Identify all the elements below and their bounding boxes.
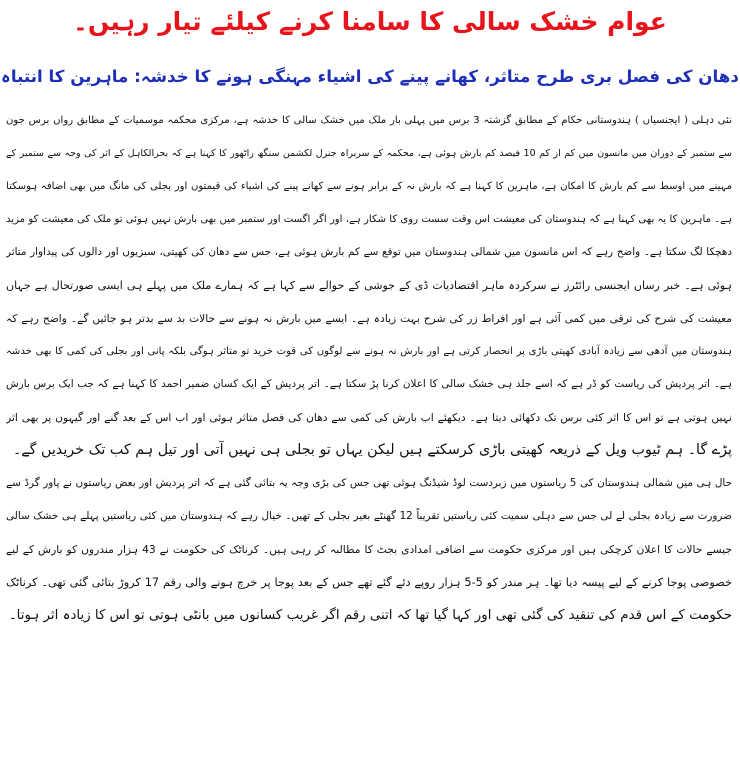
article-paragraph-2 <box>6 467 732 632</box>
paragraph-line: حال ہی میں شمالی ہندوستان کی 5 ریاستوں میں زبردست لوڈ شیڈنگ ہوئی تھی جس کی بڑی وجہ یہ بتائی گئی ہے کہ اتر پردیش اور بعض ریاستوں نے پاور گرڈ سے <box>6 477 732 489</box>
paragraph-line: مہینے میں اوسط سے کم بارش کا امکان ہے، ماہرین کا کہنا ہے کہ بارش نہ کے برابر ہونے سے کھانے پینے کی اشیاء کی قیمتوں اور بجلی کی مانگ میں بھی اضافہ ہوسکتا <box>6 181 732 192</box>
paragraph-line: خصوصی پوجا کرنے کے لیے پیسہ دیا تھا۔ ہر مندر کو 5-5 ہزار روپے دئے گئے تھے جس کے بعد پوجا پر خرچ ہونے والی رقم 17 کروڑ بتائی گئی تھی۔ کرناٹک <box>6 576 732 589</box>
paragraph-line: سے ستمبر کے دوران میں مانسون میں کم از کم 10 فیصد کم بارش ہوئی ہے، محکمہ کے سربراہ جنرل لکشمن سنگھ راٹھور کا کہنا ہے کہ بحرالکاہل کے اثر کی وجہ سے ستمبر کے <box>6 148 732 159</box>
paragraph-line: نئی دہلی ( ایجنسیاں ) ہندوستانی حکام کے مطابق گزشتہ 3 برس میں پہلی بار ملک میں خشک سالی کا خدشہ ہے، مرکزی محکمہ موسمیات کے مطابق رواں برس جون <box>6 115 732 126</box>
paragraph-line: معیشت کی شرح کی ترقی میں کمی آئی ہے اور افراط زر کی شرح بہت زیادہ ہے۔ ایسے میں بارش نہ ہونے سے حالات بد سے بدتر ہو جائیں گے۔ واضح رہے کہ <box>6 312 732 325</box>
paragraph-line: جیسے حالات کا اعلان کرچکی ہیں اور مرکزی حکومت سے اضافی امدادی بجٹ کا مطالبہ کر رہی ہیں۔ کرناٹک کی حکومت نے 43 ہزار مندروں کو بارش کے لیے <box>6 543 732 556</box>
article-subheadline: دھان کی فصل بری طرح متاثر، کھانے پینے کی اشیاء مہنگی ہونے کا خدشہ: ماہرین کا انتباہ <box>1 66 739 86</box>
article-body <box>6 104 732 632</box>
paragraph-line: ضرورت سے زیادہ بجلی لے لی جس سے دہلی سمیت کئی ریاستیں تقریباً 12 گھنٹے بغیر بجلی کے تھیں۔ خیال رہے کہ ہندوستان میں کئی ریاستیں پہلے ہی خشک سالی <box>6 510 732 522</box>
paragraph-line: ہے۔ ماہرین کا یہ بھی کہنا ہے کہ ہندوستان کی معیشت اس وقت سست روی کا شکار ہے، اور اگر اگست اور ستمبر میں بھی بارش نہیں ہوئی تو ملک کی معیشت کو مزید <box>6 214 732 225</box>
paragraph-line: دھچکا لگ سکتا ہے۔ واضح رہے کہ اس مانسون میں شمالی ہندوستان میں توقع سے کم بارش ہوئی ہے، جس سے دھان کی کھیتی، سبزیوں اور دالوں کی پیداوار متاثر <box>6 246 732 258</box>
paragraph-line: پڑے گا۔ ہم ٹیوب ویل کے ذریعہ کھیتی باڑی کرسکتے ہیں لیکن یہاں تو بجلی ہی نہیں آتی اور تیل ہم کب تک خریدیں گے۔ <box>12 442 732 458</box>
paragraph-line: حکومت کے اس قدم کی تنقید کی گئی تھی اور کہا گیا تھا کہ اتنی رقم اگر غریب کسانوں میں بانٹی ہوتی تو اس کا زیادہ اثر ہوتا۔ <box>8 608 732 623</box>
paragraph-line: ہوئی ہے۔ خبر رساں ایجنسی رائٹرز نے سرکردہ ماہر اقتصادیات ڈی کے جوشی کے حوالے سے کہا ہے کہ ہمارے ملک میں پہلے ہی ایسی صورتحال ہے جہاں <box>6 279 732 292</box>
article-headline: عوام خشک سالی کا سامنا کرنے کیلئے تیار رہیں۔ <box>73 7 667 36</box>
paragraph-line: ہے۔ اتر پردیش کی ریاست کو ڈر ہے کہ اسے جلد ہی خشک سالی کا اعلان کرنا پڑ سکتا ہے۔ اتر پردیش کے ایک کسان ضمیر احمد کا کہنا ہے کہ جب ایک برس بارش <box>6 378 732 390</box>
article-paragraph-1 <box>6 104 732 467</box>
paragraph-line: ہندوستان میں آدھی سے زیادہ آبادی کھیتی باڑی پر انحصار کرتی ہے اور بارش نہ ہونے سے لوگوں کی قوت خرید تو متاثر ہوگی بلکہ پانی اور بجلی کی کمی کا بھی خدشہ <box>6 346 732 357</box>
paragraph-line: نہیں ہوتی ہے تو اس کا اثر کئی برس تک دکھائی دیتا ہے۔ دیکھئے اب بارش کی کمی سے دھان کی فصل متاثر ہوئی اور اب اس کے بعد گنے اور گیہوں پر بھی اثر <box>6 411 732 424</box>
